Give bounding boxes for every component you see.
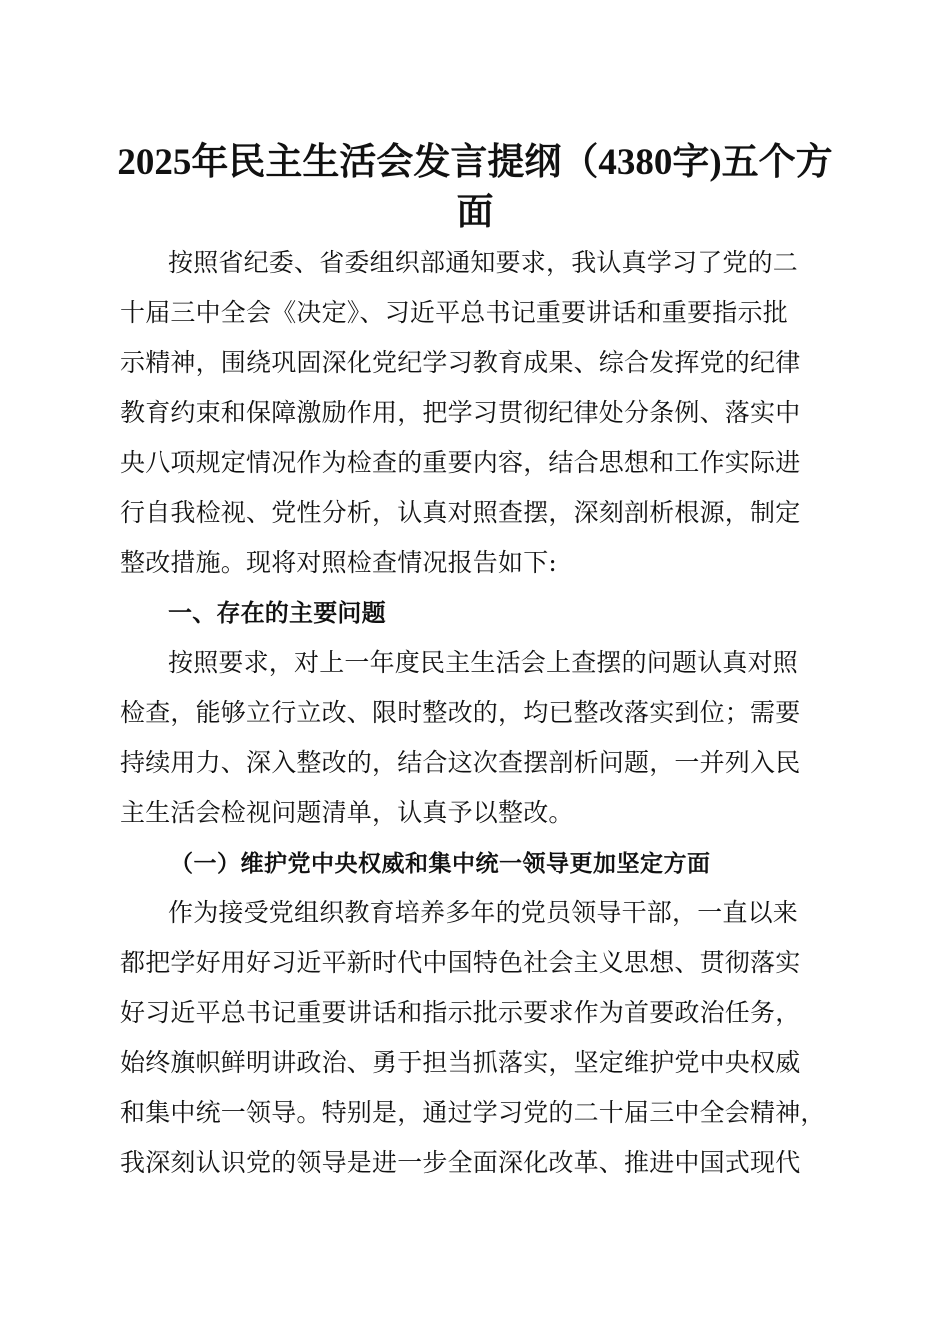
document-title-line-1: 2025年民主生活会发言提纲（4380字)五个方 xyxy=(117,142,833,183)
intro-paragraph-line: 行自我检视、党性分析，认真对照查摆，深刻剖析根源，制定 xyxy=(120,498,801,527)
subsection-paragraph-line: 都把学好用好习近平新时代中国特色社会主义思想、贯彻落实 xyxy=(120,948,801,977)
intro-paragraph-line: 央八项规定情况作为检查的重要内容，结合思想和工作实际进 xyxy=(120,448,801,477)
intro-paragraph-line: 教育约束和保障激励作用，把学习贯彻纪律处分条例、落实中 xyxy=(120,398,801,427)
intro-paragraph-line: 整改措施。现将对照检查情况报告如下: xyxy=(120,548,558,577)
document-title-line-2: 面 xyxy=(456,192,494,233)
section-paragraph-line: 持续用力、深入整改的，结合这次查摆剖析问题，一并列入民 xyxy=(120,748,801,777)
section-paragraph-line: 按照要求，对上一年度民主生活会上查摆的问题认真对照 xyxy=(168,648,799,677)
subsection-paragraph-line: 始终旗帜鲜明讲政治、勇于担当抓落实，坚定维护党中央权威 xyxy=(120,1048,801,1077)
subsection-paragraph-line: 我深刻认识党的领导是进一步全面深化改革、推进中国式现代 xyxy=(120,1148,801,1177)
section-heading: 一、存在的主要问题 xyxy=(168,599,386,627)
intro-paragraph-line: 按照省纪委、省委组织部通知要求，我认真学习了党的二 xyxy=(168,248,799,277)
subsection-paragraph-line: 好习近平总书记重要讲话和指示批示要求作为首要政治任务， xyxy=(120,998,801,1027)
section-paragraph-line: 检查，能够立行立改、限时整改的，均已整改落实到位；需要 xyxy=(120,698,801,727)
subsection-paragraph-line: 作为接受党组织教育培养多年的党员领导干部，一直以来 xyxy=(168,898,799,927)
subsection-paragraph-line: 和集中统一领导。特别是，通过学习党的二十届三中全会精神， xyxy=(120,1098,826,1127)
intro-paragraph-line: 十届三中全会《决定》、习近平总书记重要讲话和重要指示批 xyxy=(120,298,788,327)
intro-paragraph-line: 示精神，围绕巩固深化党纪学习教育成果、综合发挥党的纪律 xyxy=(120,348,801,377)
section-paragraph-line: 主生活会检视问题清单，认真予以整改。 xyxy=(120,798,574,827)
subsection-heading: （一）维护党中央权威和集中统一领导更加坚定方面 xyxy=(170,850,711,877)
